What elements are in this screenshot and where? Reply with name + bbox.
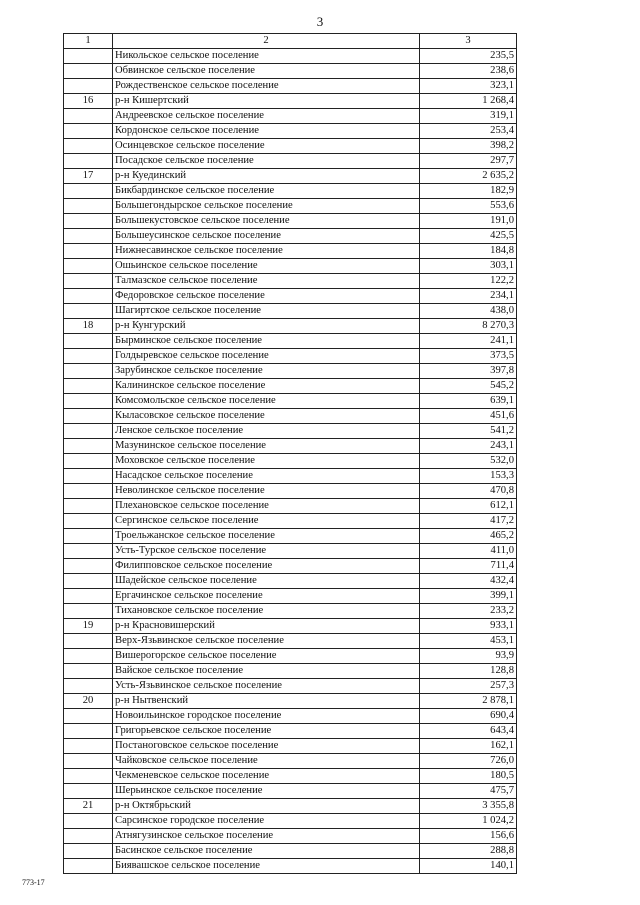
row-name: Верх-Язьвинское сельское поселение: [113, 634, 420, 649]
row-value: 612,1: [420, 499, 517, 514]
table-row: [64, 214, 517, 229]
row-value: 451,6: [420, 409, 517, 424]
row-number: [64, 289, 113, 304]
row-value: 417,2: [420, 514, 517, 529]
table-row: [64, 739, 517, 754]
row-value: 465,2: [420, 529, 517, 544]
row-name: Мазунинское сельское поселение: [113, 439, 420, 454]
row-number: [64, 214, 113, 229]
row-name: Новоильинское городское поселение: [113, 709, 420, 724]
row-number: [64, 814, 113, 829]
table-row: [64, 574, 517, 589]
row-name: Ошьинское сельское поселение: [113, 259, 420, 274]
row-number: [64, 109, 113, 124]
row-number: [64, 409, 113, 424]
row-value: 399,1: [420, 589, 517, 604]
row-value: 1 024,2: [420, 814, 517, 829]
row-value: 243,1: [420, 439, 517, 454]
column-header-3: 3: [420, 34, 517, 49]
row-number: [64, 859, 113, 874]
row-number: [64, 124, 113, 139]
row-number: [64, 394, 113, 409]
row-value: 470,8: [420, 484, 517, 499]
table-row: [64, 409, 517, 424]
row-number: [64, 154, 113, 169]
row-number: 21: [64, 799, 113, 814]
row-value: 253,4: [420, 124, 517, 139]
row-number: [64, 244, 113, 259]
row-value: 235,5: [420, 49, 517, 64]
row-number: [64, 304, 113, 319]
row-value: 184,8: [420, 244, 517, 259]
row-value: 191,0: [420, 214, 517, 229]
table-row: [64, 199, 517, 214]
table-row: [64, 469, 517, 484]
table-body: [64, 49, 517, 874]
row-name: Чайковское сельское поселение: [113, 754, 420, 769]
row-value: 128,8: [420, 664, 517, 679]
table-row: [64, 679, 517, 694]
row-number: [64, 79, 113, 94]
table-row: [64, 64, 517, 79]
row-value: 373,5: [420, 349, 517, 364]
page-number: 3: [316, 14, 324, 29]
row-number: [64, 379, 113, 394]
row-number: [64, 334, 113, 349]
row-name: Обвинское сельское поселение: [113, 64, 420, 79]
row-number: [64, 469, 113, 484]
row-name: Федоровское сельское поселение: [113, 289, 420, 304]
table-row: [64, 619, 517, 634]
row-value: 411,0: [420, 544, 517, 559]
table-row: [64, 709, 517, 724]
table-row: [64, 304, 517, 319]
row-value: 432,4: [420, 574, 517, 589]
row-value: 319,1: [420, 109, 517, 124]
table-row: [64, 589, 517, 604]
row-name: Шерьинское сельское поселение: [113, 784, 420, 799]
row-number: [64, 454, 113, 469]
footer-code: 773-17: [22, 878, 45, 887]
table-row: [64, 844, 517, 859]
row-value: 93,9: [420, 649, 517, 664]
row-name: Ленское сельское поселение: [113, 424, 420, 439]
row-number: 16: [64, 94, 113, 109]
row-name: Андреевское сельское поселение: [113, 109, 420, 124]
row-name: Рождественское сельское поселение: [113, 79, 420, 94]
table-row: [64, 49, 517, 64]
row-name: Усть-Турское сельское поселение: [113, 544, 420, 559]
row-value: 257,3: [420, 679, 517, 694]
row-name: Бырминское сельское поселение: [113, 334, 420, 349]
row-value: 140,1: [420, 859, 517, 874]
row-name: Моховское сельское поселение: [113, 454, 420, 469]
row-name: Басинское сельское поселение: [113, 844, 420, 859]
row-number: [64, 634, 113, 649]
table-row: [64, 154, 517, 169]
row-number: [64, 184, 113, 199]
row-number: [64, 559, 113, 574]
row-name: р-н Кунгурский: [113, 319, 420, 334]
row-number: [64, 724, 113, 739]
row-name: Вайское сельское поселение: [113, 664, 420, 679]
row-name: Григорьевское сельское поселение: [113, 724, 420, 739]
row-number: [64, 139, 113, 154]
row-value: 233,2: [420, 604, 517, 619]
table-row: [64, 724, 517, 739]
row-name: Талмазское сельское поселение: [113, 274, 420, 289]
table-row: [64, 694, 517, 709]
row-value: 3 355,8: [420, 799, 517, 814]
row-name: Зарубинское сельское поселение: [113, 364, 420, 379]
table-row: [64, 529, 517, 544]
row-value: 643,4: [420, 724, 517, 739]
row-name: Атнягузинское сельское поселение: [113, 829, 420, 844]
row-number: [64, 499, 113, 514]
row-number: 19: [64, 619, 113, 634]
table-row: [64, 274, 517, 289]
table-row: [64, 184, 517, 199]
row-number: [64, 49, 113, 64]
row-number: [64, 844, 113, 859]
table-row: [64, 289, 517, 304]
table-row: [64, 769, 517, 784]
row-value: 2 878,1: [420, 694, 517, 709]
row-number: [64, 274, 113, 289]
row-value: 541,2: [420, 424, 517, 439]
row-value: 711,4: [420, 559, 517, 574]
row-value: 297,7: [420, 154, 517, 169]
row-value: 553,6: [420, 199, 517, 214]
row-name: Филипповское сельское поселение: [113, 559, 420, 574]
row-name: Бикбардинское сельское поселение: [113, 184, 420, 199]
row-name: Шагиртское сельское поселение: [113, 304, 420, 319]
table-row: [64, 634, 517, 649]
row-value: 398,2: [420, 139, 517, 154]
row-name: Калининское сельское поселение: [113, 379, 420, 394]
row-name: Биявашское сельское поселение: [113, 859, 420, 874]
row-number: [64, 484, 113, 499]
row-name: Никольское сельское поселение: [113, 49, 420, 64]
table-row: [64, 544, 517, 559]
row-name: Насадское сельское поселение: [113, 469, 420, 484]
table-row: [64, 424, 517, 439]
table-row: [64, 334, 517, 349]
row-number: [64, 604, 113, 619]
table-row: [64, 124, 517, 139]
row-number: [64, 754, 113, 769]
row-value: 122,2: [420, 274, 517, 289]
table-row: [64, 259, 517, 274]
row-value: 182,9: [420, 184, 517, 199]
table-row: [64, 664, 517, 679]
table-row: [64, 754, 517, 769]
row-value: 2 635,2: [420, 169, 517, 184]
table-row: [64, 244, 517, 259]
column-header-1: 1: [64, 34, 113, 49]
table-row: [64, 484, 517, 499]
row-number: [64, 199, 113, 214]
row-number: [64, 64, 113, 79]
table-row: [64, 229, 517, 244]
row-number: [64, 529, 113, 544]
row-value: 726,0: [420, 754, 517, 769]
table-row: [64, 829, 517, 844]
table-row: [64, 799, 517, 814]
row-number: [64, 784, 113, 799]
row-value: 532,0: [420, 454, 517, 469]
row-name: Вишерогорское сельское поселение: [113, 649, 420, 664]
row-number: [64, 349, 113, 364]
row-number: [64, 424, 113, 439]
row-name: Неволинское сельское поселение: [113, 484, 420, 499]
row-number: [64, 709, 113, 724]
row-number: [64, 769, 113, 784]
row-name: Кыласовское сельское поселение: [113, 409, 420, 424]
table-row: [64, 859, 517, 874]
row-name: Сергинское сельское поселение: [113, 514, 420, 529]
row-value: 1 268,4: [420, 94, 517, 109]
table-row: [64, 499, 517, 514]
row-number: 17: [64, 169, 113, 184]
row-value: 438,0: [420, 304, 517, 319]
row-number: [64, 664, 113, 679]
row-name: р-н Куединский: [113, 169, 420, 184]
table-header-row: [64, 34, 517, 49]
row-value: 180,5: [420, 769, 517, 784]
column-header-2: 2: [113, 34, 420, 49]
row-value: 288,8: [420, 844, 517, 859]
row-value: 545,2: [420, 379, 517, 394]
row-name: Чекменевское сельское поселение: [113, 769, 420, 784]
table-row: [64, 169, 517, 184]
row-name: Постаноговское сельское поселение: [113, 739, 420, 754]
row-name: Большегондырское сельское поселение: [113, 199, 420, 214]
row-value: 639,1: [420, 394, 517, 409]
row-value: 162,1: [420, 739, 517, 754]
row-value: 397,8: [420, 364, 517, 379]
table-row: [64, 649, 517, 664]
row-name: Нижнесавинское сельское поселение: [113, 244, 420, 259]
row-number: [64, 364, 113, 379]
table-row: [64, 319, 517, 334]
data-table: [63, 33, 517, 874]
table-row: [64, 94, 517, 109]
row-name: Большеусинское сельское поселение: [113, 229, 420, 244]
row-value: 234,1: [420, 289, 517, 304]
row-name: Кордонское сельское поселение: [113, 124, 420, 139]
row-number: [64, 544, 113, 559]
row-name: Голдыревское сельское поселение: [113, 349, 420, 364]
row-number: 18: [64, 319, 113, 334]
row-name: Усть-Язьвинское сельское поселение: [113, 679, 420, 694]
row-value: 303,1: [420, 259, 517, 274]
row-name: Большекустовское сельское поселение: [113, 214, 420, 229]
row-name: Посадское сельское поселение: [113, 154, 420, 169]
table-row: [64, 349, 517, 364]
table-row: [64, 514, 517, 529]
row-number: [64, 649, 113, 664]
row-name: р-н Октябрьский: [113, 799, 420, 814]
row-number: [64, 514, 113, 529]
row-number: [64, 439, 113, 454]
row-name: Сарсинское городское поселение: [113, 814, 420, 829]
row-value: 241,1: [420, 334, 517, 349]
row-number: [64, 259, 113, 274]
row-value: 323,1: [420, 79, 517, 94]
table-row: [64, 784, 517, 799]
row-value: 453,1: [420, 634, 517, 649]
table-row: [64, 454, 517, 469]
table-row: [64, 439, 517, 454]
table-row: [64, 109, 517, 124]
table-row: [64, 394, 517, 409]
row-name: Тихановское сельское поселение: [113, 604, 420, 619]
row-name: р-н Нытвенский: [113, 694, 420, 709]
row-name: Шадейское сельское поселение: [113, 574, 420, 589]
table-row: [64, 79, 517, 94]
row-value: 690,4: [420, 709, 517, 724]
row-number: [64, 589, 113, 604]
row-value: 153,3: [420, 469, 517, 484]
row-number: [64, 679, 113, 694]
row-number: 20: [64, 694, 113, 709]
table-row: [64, 379, 517, 394]
row-number: [64, 574, 113, 589]
row-name: р-н Красновишерский: [113, 619, 420, 634]
row-name: Троельжанское сельское поселение: [113, 529, 420, 544]
row-value: 156,6: [420, 829, 517, 844]
table-row: [64, 364, 517, 379]
row-value: 238,6: [420, 64, 517, 79]
row-value: 425,5: [420, 229, 517, 244]
row-name: Осинцевское сельское поселение: [113, 139, 420, 154]
table-row: [64, 814, 517, 829]
row-value: 8 270,3: [420, 319, 517, 334]
row-number: [64, 829, 113, 844]
table-row: [64, 139, 517, 154]
row-name: Комсомольское сельское поселение: [113, 394, 420, 409]
row-name: Ергачинское сельское поселение: [113, 589, 420, 604]
row-number: [64, 739, 113, 754]
row-name: Плехановское сельское поселение: [113, 499, 420, 514]
row-name: р-н Кишертский: [113, 94, 420, 109]
row-value: 933,1: [420, 619, 517, 634]
row-number: [64, 229, 113, 244]
table-row: [64, 559, 517, 574]
row-value: 475,7: [420, 784, 517, 799]
table-row: [64, 604, 517, 619]
